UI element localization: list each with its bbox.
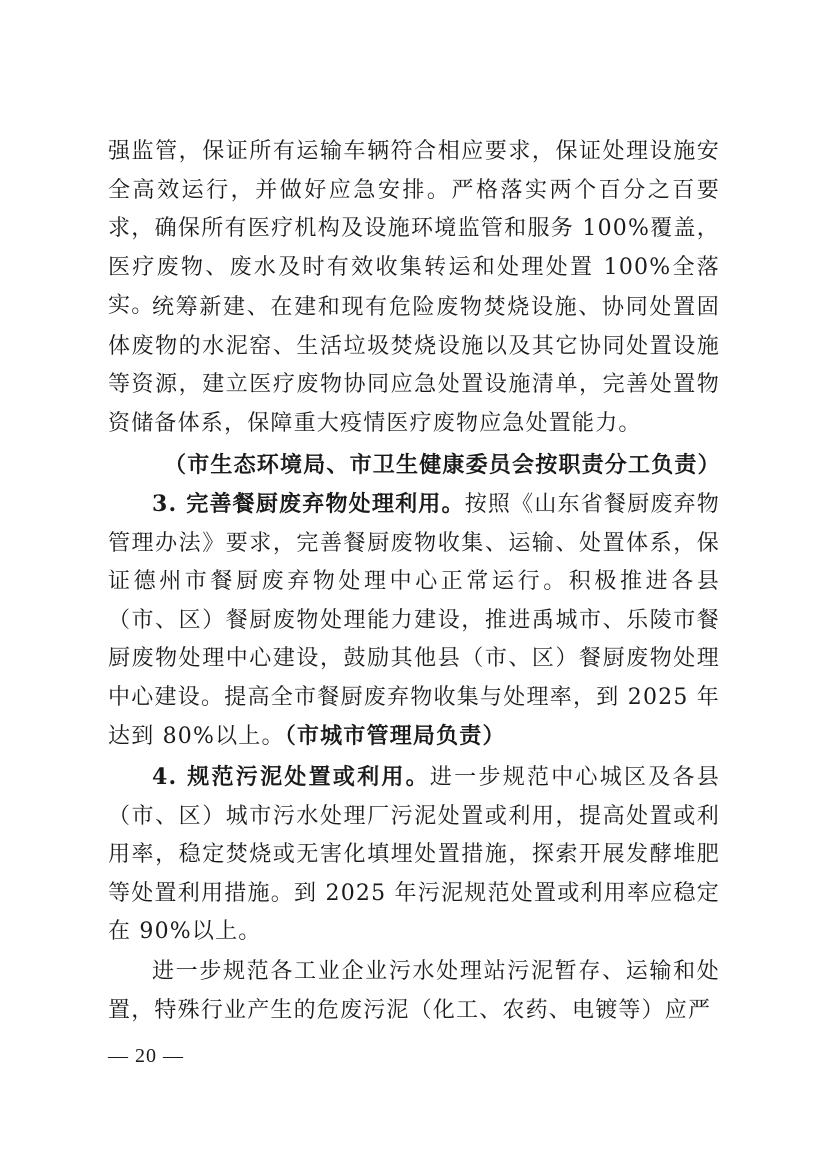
page-number: — 20 — bbox=[108, 1045, 184, 1067]
sludge-body: 进一步规范中心城区及各县（市、区）城市污水处理厂污泥处置或利用，提高处置或利用率，稳定焚烧或无害化填埋处置措施，探索开展发酵堆肥等处置利用措施。到 2025 年污泥规范处置或利用率应稳定在 90%以上。 bbox=[108, 765, 721, 944]
paragraph-responsibility-note: （市生态环境局、市卫生健康委员会按职责分工负责） bbox=[164, 452, 721, 478]
paragraph-industrial-sludge: 进一步规范各工业企业污水处理站污泥暂存、运输和处置，特殊行业产生的危废污泥（化工、农药、电镀等）应严 bbox=[108, 959, 720, 1023]
kitchen-waste-body: 按照《山东省餐厨废弃物管理办法》要求，完善餐厨废物收集、运输、处置体系，保证德州市餐厨废弃物处理中心正常运行。积极推进各县（市、区）餐厨废物处理能力建设，推进禹城市、乐陵市餐厨废物处理中心建设，鼓励其他县（市、区）餐厨废物处理中心建设。提高全市餐厨废弃物收集与处理率，到 2025 年达到 80%以上。 bbox=[108, 492, 720, 749]
paragraph-supervision: 强监管，保证所有运输车辆符合相应要求，保证处理设施安全高效运行，并做好应急安排。严格落实两个百分之百要求，确保所有医疗机构及设施环境监管和服务 100%覆盖，医疗废物、废水及时有效收集转运和处理处置 100%全落实。 bbox=[108, 139, 720, 318]
section-heading-4: 4. 规范污泥处置或利用。 bbox=[152, 764, 430, 790]
paragraph-kitchen-waste bbox=[108, 485, 720, 757]
section-heading-3: 3. 完善餐厨废弃物处理利用。 bbox=[152, 491, 465, 517]
kitchen-waste-responsibility: （市城市管理局负责） bbox=[284, 723, 506, 749]
paragraph-coordination: 统筹新建、在建和现有危险废物焚烧设施、协同处置固体废物的水泥窑、生活垃圾焚烧设施以及其它协同处置设施等资源，建立医疗废物协同应急处置设施清单，完善处置物资储备体系，保障重大疫情医疗废物应急处置能力。 bbox=[108, 295, 720, 436]
paragraph-sludge bbox=[108, 758, 720, 952]
